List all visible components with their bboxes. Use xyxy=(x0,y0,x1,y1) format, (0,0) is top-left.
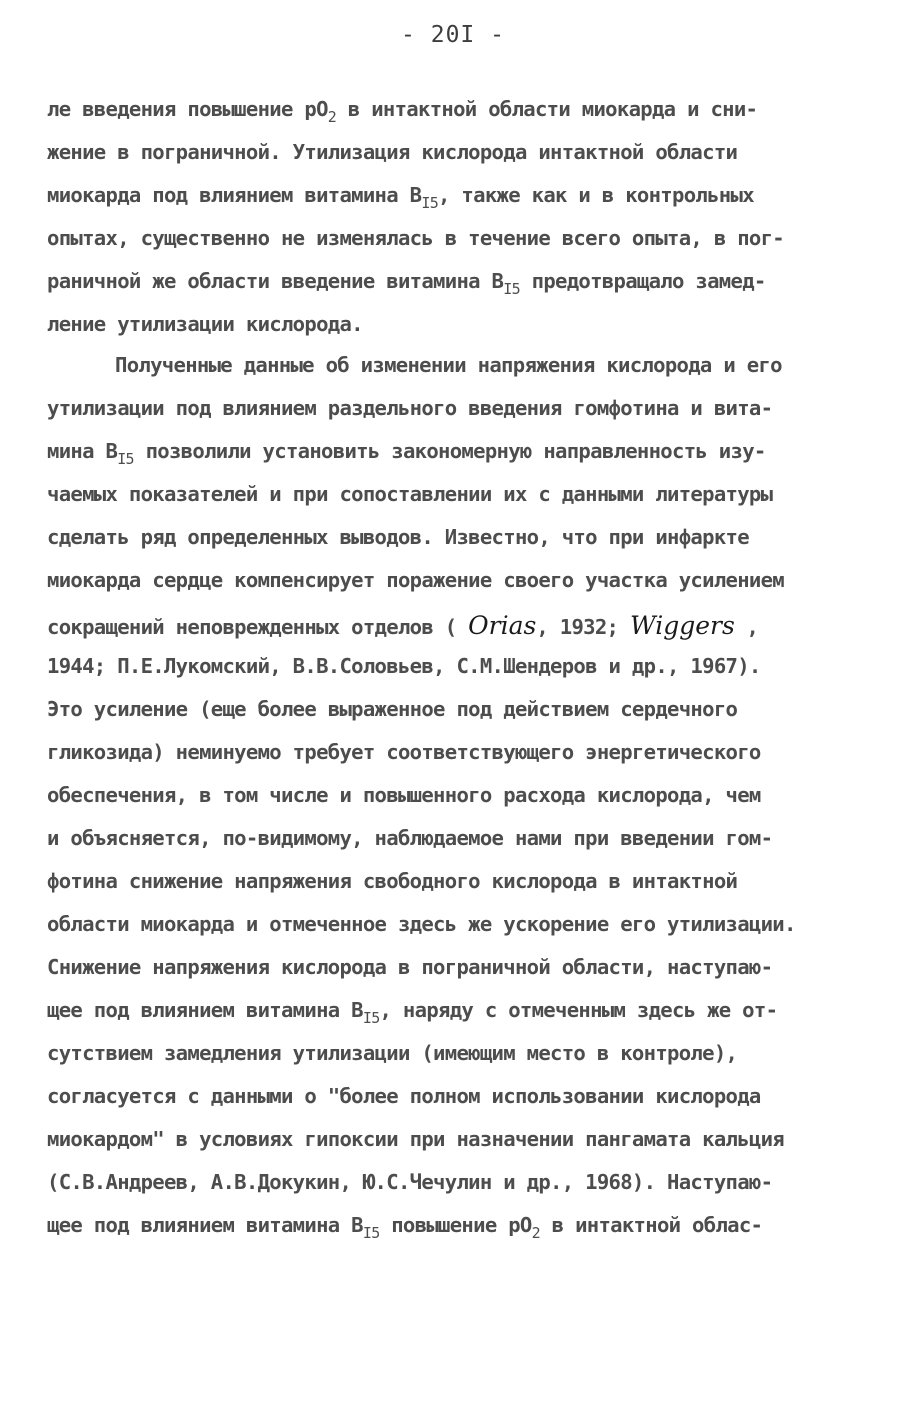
text-line-with-handwriting: сокращений неповрежденных отделов ( Orias, 1932; Wiggers , xyxy=(47,611,759,640)
text-line: и объясняется, по-видимому, наблюдаемое нами при введении гом- xyxy=(47,826,773,850)
text-line: мина $B_{I5}$ позволили установить закономерную направленность изу- xyxy=(47,439,766,468)
text-line: жение в пограничной. Утилизация кислорода интактной области xyxy=(47,140,738,164)
text-line: чаемых показателей и при сопоставлении их с данными литературы xyxy=(47,482,773,506)
text-line: Снижение напряжения кислорода в пограничной области, наступаю- xyxy=(47,955,773,979)
text-line: сутствием замедления утилизации (имеющим место в контроле), xyxy=(47,1041,738,1065)
text-line: миокардом" в условиях гипоксии при назначении пангамата кальция xyxy=(47,1127,785,1151)
text-line: обеспечения, в том числе и повышенного расхода кислорода, чем xyxy=(47,783,761,807)
handwritten-author-orias: Orias xyxy=(468,611,537,640)
text-line: ле введения повышение $pO_2$ в интактной области миокарда и сни- xyxy=(47,97,758,126)
page-number: - 20I - xyxy=(401,22,505,48)
text-line: фотина снижение напряжения свободного кислорода в интактной xyxy=(47,869,738,893)
text-line: согласуется с данными о "более полном использовании кислорода xyxy=(47,1084,761,1108)
text-line: Это усиление (еще более выраженное под действием сердечного xyxy=(47,697,738,721)
text-line: щее под влиянием витамина $B_{I5}$ повышение $pO_2$ в интактной облас- xyxy=(47,1213,763,1242)
handwritten-author-wiggers: Wiggers xyxy=(629,611,735,640)
text-line: 1944; П.Е.Лукомский, В.В.Соловьев, С.М.Шендеров и др., 1967). xyxy=(47,654,761,678)
text-line: миокарда под влиянием витамина $B_{I5}$, также как и в контрольных xyxy=(47,183,754,212)
text-line: утилизации под влиянием раздельного введения гомфотина и вита- xyxy=(47,396,773,420)
text-line: гликозида) неминуемо требует соответствующего энергетического xyxy=(47,740,761,764)
text-line: сделать ряд определенных выводов. Известно, что при инфаркте xyxy=(47,525,749,549)
text-line: (С.В.Андреев, А.В.Докукин, Ю.С.Чечулин и др., 1968). Наступаю- xyxy=(47,1170,773,1194)
text-line: опытах, существенно не изменялась в течение всего опыта, в пог- xyxy=(47,226,785,250)
text-line: миокарда сердце компенсирует поражение своего участка усилением xyxy=(47,568,785,592)
text-line: раничной же области введение витамина $B_{I5}$ предотвращало замед- xyxy=(47,269,766,298)
paragraph-first-line: Полученные данные об изменении напряжения кислорода и его xyxy=(115,353,782,377)
text-line: ление утилизации кислорода. xyxy=(47,312,363,336)
text-line: щее под влиянием витамина $B_{I5}$, наряду с отмеченным здесь же от- xyxy=(47,998,778,1027)
text-line: области миокарда и отмеченное здесь же ускорение его утилизации. xyxy=(47,912,796,936)
